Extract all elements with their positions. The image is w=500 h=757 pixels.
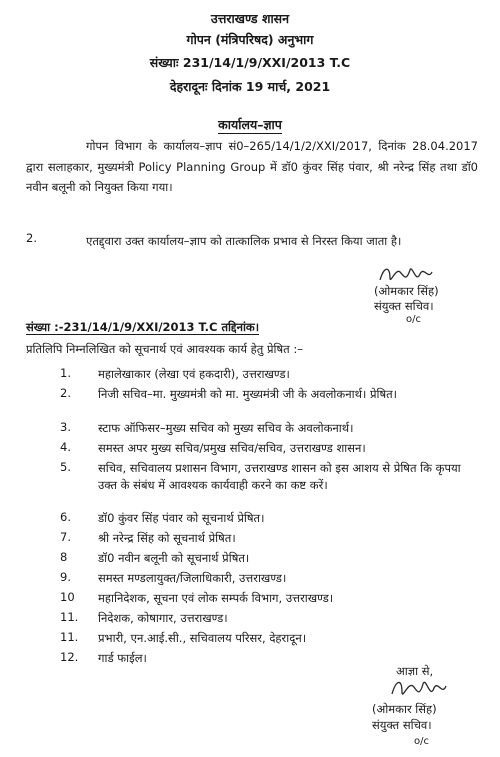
- recipient-list: [0, 366, 500, 670]
- copy-intro: प्रतिलिपि निम्नलिखित को सूचनार्थ एवं आवश्यक कार्य हेतु प्रेषित :–: [26, 342, 303, 356]
- list-item-number: 9.: [60, 570, 71, 584]
- list-item-text: सचिव, सचिवालय प्रशासन विभाग, उत्तराखण्ड शासन को इस आशय से प्रेषित कि कृपया उक्त के संबंध में आवश्यक कार्यवाही करने का कष्ट करें।: [98, 461, 461, 492]
- subject-text: कार्यालय–ज्ञाप: [218, 117, 282, 132]
- list-item: [0, 460, 500, 510]
- list-item-number: 6.: [60, 510, 71, 524]
- list-item-text: महानिदेशक, सूचना एवं लोक सम्पर्क विभाग, उत्तराखण्ड।: [98, 591, 334, 605]
- list-item-text: समस्त अपर मुख्य सचिव/प्रमुख सचिव/सचिव, उत्तराखण्ड शासन।: [98, 441, 366, 455]
- list-item-text: स्टाफ ऑफिसर–मुख्य सचिव को मुख्य सचिव के अवलोकनार्थ।: [98, 421, 354, 435]
- list-item: [0, 366, 500, 386]
- list-item-text: प्रभारी, एन.आई.सी., सचिवालय परिसर, देहरादून।: [98, 631, 307, 645]
- paragraph-2: एतद्द्वारा उक्त कार्यालय–ज्ञाप को तात्कालिक प्रभाव से निरस्त किया जाता है।: [86, 234, 402, 248]
- signature-mark-2: [386, 674, 450, 704]
- list-item-text: श्री नरेन्द्र सिंह को सूचनार्थ प्रेषित।: [98, 531, 236, 545]
- signature-note-1: o/c: [406, 314, 421, 325]
- list-item-number: 2.: [60, 386, 71, 400]
- list-item-number: 11.: [60, 610, 79, 624]
- signature-note-2: o/c: [414, 736, 429, 747]
- list-item: [0, 550, 500, 570]
- list-item-number: 4.: [60, 440, 71, 454]
- paragraph-2-number: 2.: [26, 231, 37, 245]
- department-name: गोपन (मंत्रिपरिषद) अनुभाग: [186, 32, 314, 47]
- list-item-text: निजी सचिव–मा. मुख्यमंत्री को मा. मुख्यमंत्री जी के अवलोकनार्थ। प्रेषित।: [98, 387, 398, 401]
- document-subject: [0, 116, 500, 133]
- copy-reference: [26, 320, 259, 335]
- signatory-designation-2: संयुक्त सचिव।: [372, 718, 432, 732]
- list-item-text: महालेखाकार (लेखा एवं हकदारी), उत्तराखण्ड।: [98, 367, 290, 381]
- signatory-name-1: (ओमकार सिंह): [374, 284, 439, 298]
- paragraph-1: गोपन विभाग के कार्यालय–ज्ञाप सं0–265/14/1/2/XXI/2017, दिनांक 28.04.2017 द्वारा सलाहकार, मुख्यमंत्री Policy Planning Group में डॉ0 कुंवर सिंह पंवार, श्री नरेन्द्र सिंह तथा डॉ0 नवीन बलूनी को नियुक्त किया गया।: [26, 139, 478, 194]
- list-item-number: 7.: [60, 530, 71, 544]
- list-item-number: 8: [60, 550, 68, 564]
- list-item-text: डॉ0 नवीन बलूनी को सूचनार्थ प्रेषित।: [98, 551, 250, 565]
- list-item-text: डॉ0 कुंवर सिंह पंवार को सूचनार्थ प्रेषित।: [98, 511, 265, 525]
- list-item: [0, 610, 500, 630]
- signatory-designation-1: संयुक्त सचिव।: [374, 299, 434, 313]
- copy-reference-text: संख्या :-231/14/1/9/XXI/2013 T.C तद्दिनांक।: [26, 320, 260, 334]
- list-item-number: 5.: [60, 460, 71, 474]
- list-item: [0, 570, 500, 590]
- list-item-text: निदेशक, कोषागार, उत्तराखण्ड।: [98, 611, 228, 625]
- by-order-text: आज्ञा से,: [396, 664, 434, 678]
- signatory-name-2: (ओमकार सिंह): [372, 702, 437, 716]
- list-item: [0, 510, 500, 530]
- list-item-number: 11.: [60, 630, 79, 644]
- list-item-number: 12.: [60, 650, 79, 664]
- list-item: [0, 630, 500, 650]
- list-item: [0, 590, 500, 610]
- list-item-number: 10: [60, 590, 75, 604]
- list-item-number: 3.: [60, 420, 71, 434]
- list-item: [0, 530, 500, 550]
- reference-number: संख्याः 231/14/1/9/XXI/2013 T.C: [149, 55, 351, 70]
- government-name: उत्तराखण्ड शासन: [210, 11, 290, 26]
- list-item: [0, 386, 500, 420]
- list-item: [0, 440, 500, 460]
- list-item-text: समस्त मण्डलायुक्त/जिलाधिकारी, उत्तराखण्ड।: [98, 571, 287, 585]
- list-item-text: गार्ड फाईल।: [98, 651, 147, 665]
- list-item-number: 1.: [60, 366, 71, 380]
- place-date: देहरादूनः दिनांक 19 मार्च, 2021: [169, 79, 331, 94]
- list-item: [0, 420, 500, 440]
